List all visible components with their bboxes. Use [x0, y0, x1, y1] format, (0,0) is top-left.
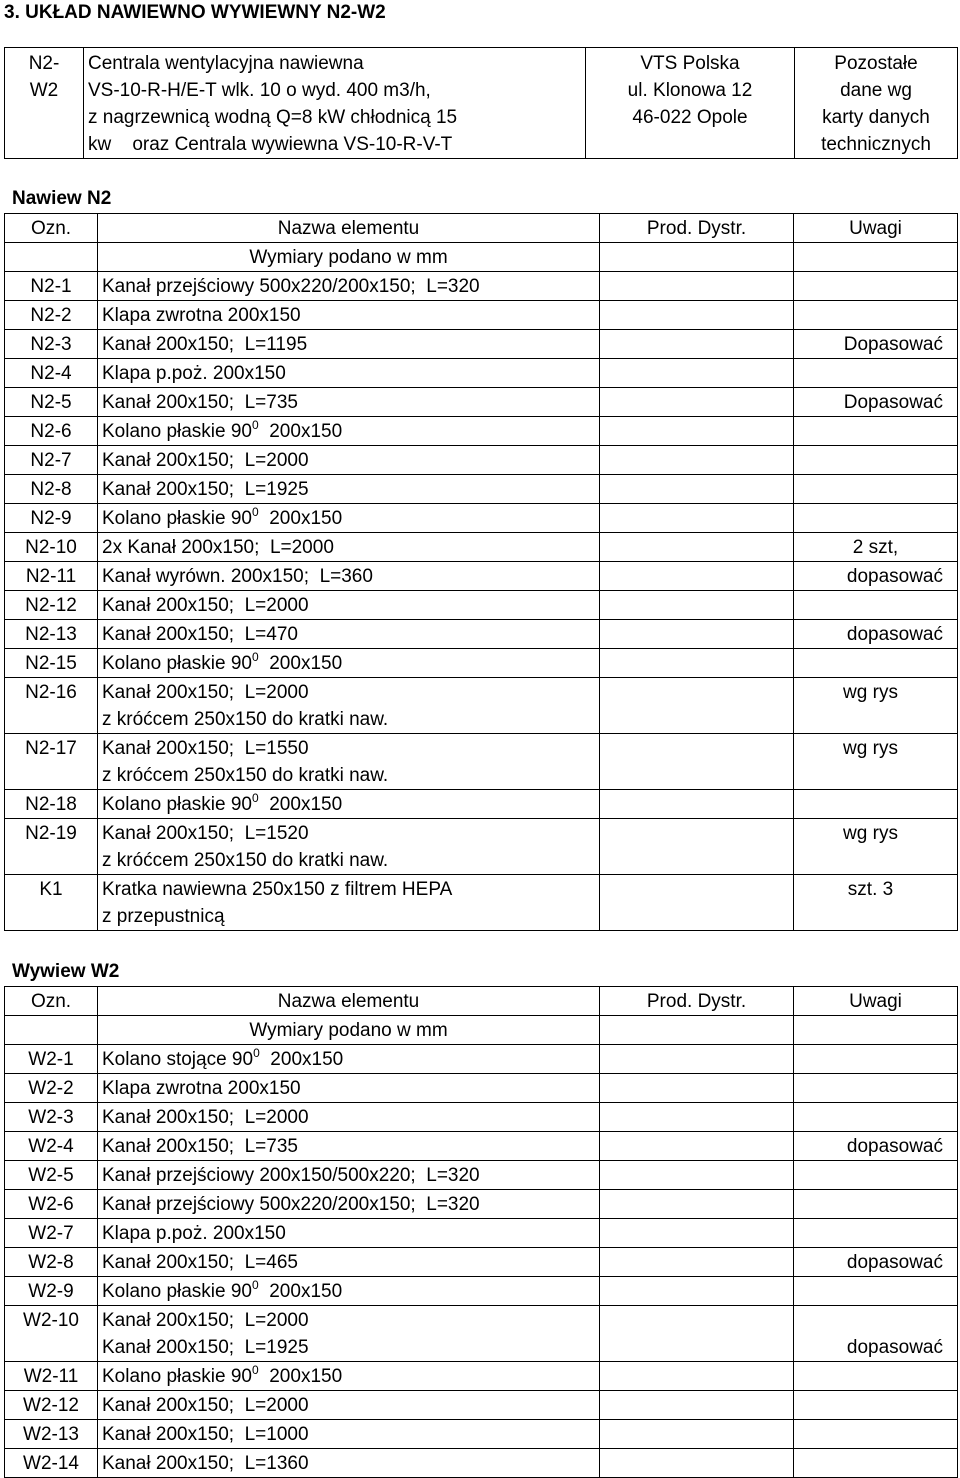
item-code: N2-3 [5, 330, 98, 359]
description-line: z nagrzewnicą wodną Q=8 kW chłodnicą 15 [88, 107, 458, 128]
table-row [5, 359, 958, 388]
item-prod [600, 504, 794, 533]
degree-superscript: 0 [252, 650, 259, 664]
item-prod [600, 1219, 794, 1248]
table-row [5, 272, 958, 301]
table-row [5, 533, 958, 562]
central-unit-code [5, 48, 84, 159]
item-prod [600, 1161, 794, 1190]
item-name: Kanał 200x150; L=1360 [102, 1453, 309, 1474]
item-name-line: z króćcem 250x150 do kratki naw. [102, 765, 389, 786]
item-name: Kolano płaskie 90 [102, 794, 252, 815]
table-row [5, 417, 958, 446]
nawiew-heading: Nawiew N2 [12, 188, 112, 209]
item-name: Kanał 200x150; L=735 [102, 1136, 298, 1157]
item-note [794, 1449, 958, 1478]
item-name: Kolano płaskie 90 [102, 421, 252, 442]
item-note: szt. 3 [794, 875, 958, 931]
item-name: Kolano płaskie 90 [102, 508, 252, 529]
item-name-cell [98, 591, 600, 620]
item-code: N2-9 [5, 504, 98, 533]
item-name-suffix: 200x150 [258, 1366, 343, 1387]
item-prod [600, 330, 794, 359]
item-note [794, 272, 958, 301]
empty-cell [794, 1016, 958, 1045]
empty-cell [794, 243, 958, 272]
degree-superscript: 0 [252, 505, 259, 519]
item-name-cell [98, 1420, 600, 1449]
col-prod-header: Prod. Dystr. [600, 987, 794, 1016]
dims-note: Wymiary podano w mm [98, 1016, 600, 1045]
item-note: wg rys [794, 678, 958, 734]
item-note [794, 301, 958, 330]
item-name-suffix: 200x150 [258, 1281, 343, 1302]
col-prod-header: Prod. Dystr. [600, 214, 794, 243]
item-code: W2-12 [5, 1391, 98, 1420]
supplier-line: 46-022 Opole [632, 107, 748, 128]
item-name-line: Kratka nawiewna 250x150 z filtrem HEPA [102, 879, 453, 900]
item-name-cell [98, 533, 600, 562]
item-name-cell [98, 359, 600, 388]
item-name-cell [98, 330, 600, 359]
central-unit-code-line: W2 [29, 80, 59, 101]
item-code: N2-18 [5, 790, 98, 819]
item-name: Kanał 200x150; L=2000 [102, 1107, 309, 1128]
item-prod [600, 1074, 794, 1103]
table-row [5, 1219, 958, 1248]
table-row [5, 620, 958, 649]
table-row [5, 504, 958, 533]
item-name-cell [98, 620, 600, 649]
item-note: dopasować [794, 562, 958, 591]
table-row [5, 388, 958, 417]
item-prod [600, 1277, 794, 1306]
item-name-cell [98, 1248, 600, 1277]
item-note [794, 1190, 958, 1219]
item-name: Kolano stojące 90 [102, 1049, 254, 1070]
item-note [794, 649, 958, 678]
item-name-suffix: 200x150 [258, 794, 343, 815]
notes-line: karty danych [822, 107, 930, 128]
item-name-cell [98, 1132, 600, 1161]
item-code: N2-15 [5, 649, 98, 678]
item-code: N2-13 [5, 620, 98, 649]
table-row [5, 790, 958, 819]
col-code-header: Ozn. [5, 987, 98, 1016]
item-name-line: Kanał 200x150; L=2000 [102, 1310, 309, 1331]
empty-cell [600, 243, 794, 272]
item-prod [600, 734, 794, 790]
col-name-header: Nazwa elementu [98, 987, 600, 1016]
item-prod [600, 475, 794, 504]
item-prod [600, 1132, 794, 1161]
item-name-cell [98, 1045, 600, 1074]
central-unit-notes [795, 48, 958, 159]
item-prod [600, 1362, 794, 1391]
item-name-cell [98, 504, 600, 533]
item-code: W2-2 [5, 1074, 98, 1103]
item-name-cell [98, 1391, 600, 1420]
item-note [794, 790, 958, 819]
wywiew-heading: Wywiew W2 [12, 961, 120, 982]
item-note: wg rys [794, 734, 958, 790]
col-notes-header: Uwagi [794, 214, 958, 243]
item-name: Kanał 200x150; L=2000 [102, 1395, 309, 1416]
table-row [5, 1391, 958, 1420]
col-code-header: Ozn. [5, 214, 98, 243]
item-note [794, 475, 958, 504]
table-row [5, 678, 958, 734]
item-name: Kanał 200x150; L=470 [102, 624, 298, 645]
wywiew-table [4, 986, 958, 1478]
item-name-cell [98, 1161, 600, 1190]
item-prod [600, 417, 794, 446]
table-row [5, 1161, 958, 1190]
central-unit-code-line: N2- [28, 53, 60, 74]
item-prod [600, 1306, 794, 1362]
item-name-suffix: 200x150 [258, 508, 343, 529]
item-prod [600, 620, 794, 649]
item-code: W2-14 [5, 1449, 98, 1478]
item-note [794, 1362, 958, 1391]
table-row [5, 1074, 958, 1103]
degree-superscript: 0 [252, 1278, 259, 1292]
item-name-cell [98, 1074, 600, 1103]
degree-superscript: 0 [252, 1363, 259, 1377]
item-note [794, 1219, 958, 1248]
item-prod [600, 790, 794, 819]
supplier-line: VTS Polska [640, 53, 740, 74]
item-name: Klapa p.poż. 200x150 [102, 363, 286, 384]
item-code: W2-6 [5, 1190, 98, 1219]
item-name-line: Kanał 200x150; L=1925 [102, 1337, 309, 1358]
item-prod [600, 359, 794, 388]
item-name: Kolano płaskie 90 [102, 653, 252, 674]
table-row [5, 1449, 958, 1478]
item-name: 2x Kanał 200x150; L=2000 [102, 537, 334, 558]
item-name: Kanał 200x150; L=1925 [102, 479, 309, 500]
item-prod [600, 1248, 794, 1277]
empty-cell [600, 1016, 794, 1045]
table-row [5, 734, 958, 790]
table-row [5, 1045, 958, 1074]
item-name: Kanał przejściowy 500x220/200x150; L=320 [102, 276, 480, 297]
item-code: W2-4 [5, 1132, 98, 1161]
empty-cell [5, 1016, 98, 1045]
item-name-suffix: 200x150 [258, 653, 343, 674]
item-code: W2-7 [5, 1219, 98, 1248]
central-unit-table [4, 47, 958, 159]
item-prod [600, 591, 794, 620]
item-code: N2-17 [5, 734, 98, 790]
item-code: N2-7 [5, 446, 98, 475]
item-name: Kolano płaskie 90 [102, 1281, 252, 1302]
item-code: W2-8 [5, 1248, 98, 1277]
item-name: Kanał przejściowy 500x220/200x150; L=320 [102, 1194, 480, 1215]
item-name-cell [98, 734, 600, 790]
item-code: N2-1 [5, 272, 98, 301]
table-row [5, 1420, 958, 1449]
item-note [794, 504, 958, 533]
item-note: dopasować [794, 1132, 958, 1161]
description-line: Centrala wentylacyjna nawiewna [88, 53, 364, 74]
item-prod [600, 1449, 794, 1478]
item-name: Kanał 200x150; L=735 [102, 392, 298, 413]
item-code: W2-11 [5, 1362, 98, 1391]
item-code: N2-5 [5, 388, 98, 417]
degree-superscript: 0 [252, 418, 259, 432]
item-name-cell [98, 790, 600, 819]
item-name: Kanał 200x150; L=2000 [102, 595, 309, 616]
item-note [794, 1045, 958, 1074]
item-name-cell [98, 475, 600, 504]
table-header-row [5, 214, 958, 243]
item-name-cell [98, 301, 600, 330]
item-name: Kanał 200x150; L=2000 [102, 450, 309, 471]
item-name-cell [98, 388, 600, 417]
item-prod [600, 1190, 794, 1219]
item-code: W2-1 [5, 1045, 98, 1074]
item-code: K1 [5, 875, 98, 931]
table-row [5, 1362, 958, 1391]
item-prod [600, 1045, 794, 1074]
notes-line: Pozostałe [834, 53, 918, 74]
item-code: W2-10 [5, 1306, 98, 1362]
item-note [794, 417, 958, 446]
item-prod [600, 533, 794, 562]
table-row [5, 1277, 958, 1306]
item-code: N2-11 [5, 562, 98, 591]
col-name-header: Nazwa elementu [98, 214, 600, 243]
item-name: Kolano płaskie 90 [102, 1366, 252, 1387]
item-code: N2-16 [5, 678, 98, 734]
item-name-line: z króćcem 250x150 do kratki naw. [102, 709, 389, 730]
item-name-cell [98, 446, 600, 475]
item-name-line: z króćcem 250x150 do kratki naw. [102, 850, 389, 871]
degree-superscript: 0 [252, 791, 259, 805]
description-line: kw oraz Centrala wywiewna VS-10-R-V-T [88, 134, 453, 155]
item-name: Klapa zwrotna 200x150 [102, 305, 301, 326]
item-code: N2-8 [5, 475, 98, 504]
item-note: 2 szt, [794, 533, 958, 562]
page-title: 3. UKŁAD NAWIEWNO WYWIEWNY N2-W2 [4, 2, 386, 23]
item-code: W2-9 [5, 1277, 98, 1306]
dims-note: Wymiary podano w mm [98, 243, 600, 272]
item-name: Kanał wyrówn. 200x150; L=360 [102, 566, 373, 587]
item-name: Klapa p.poż. 200x150 [102, 1223, 286, 1244]
item-name: Kanał przejściowy 200x150/500x220; L=320 [102, 1165, 480, 1186]
item-prod [600, 388, 794, 417]
central-unit-description [84, 48, 586, 159]
item-prod [600, 1420, 794, 1449]
item-note [794, 359, 958, 388]
central-unit-supplier [586, 48, 795, 159]
item-prod [600, 301, 794, 330]
item-note: dopasować [794, 620, 958, 649]
description-line: VS-10-R-H/E-T wlk. 10 o wyd. 400 m3/h, [88, 80, 431, 101]
item-code: N2-10 [5, 533, 98, 562]
item-code: N2-2 [5, 301, 98, 330]
table-row [5, 1306, 958, 1362]
item-name-line: z przepustnicą [102, 906, 225, 927]
item-name-cell [98, 1306, 600, 1362]
table-row [5, 446, 958, 475]
item-name: Kanał 200x150; L=1195 [102, 334, 308, 355]
item-prod [600, 272, 794, 301]
table-row [5, 1248, 958, 1277]
table-row [5, 1103, 958, 1132]
notes-line: technicznych [821, 134, 931, 155]
table-row [5, 1132, 958, 1161]
table-row [5, 330, 958, 359]
table-row [5, 301, 958, 330]
item-name-line: Kanał 200x150; L=1520 [102, 823, 309, 844]
item-note [794, 1103, 958, 1132]
central-unit-row [5, 48, 958, 159]
item-code: N2-12 [5, 591, 98, 620]
item-name-cell [98, 272, 600, 301]
item-prod [600, 678, 794, 734]
table-row [5, 562, 958, 591]
dims-row [5, 1016, 958, 1045]
item-prod [600, 446, 794, 475]
item-note [794, 1420, 958, 1449]
item-note: dopasować [794, 1306, 958, 1362]
item-prod [600, 562, 794, 591]
dims-row [5, 243, 958, 272]
item-prod [600, 1391, 794, 1420]
item-name-cell [98, 678, 600, 734]
item-code: W2-5 [5, 1161, 98, 1190]
item-prod [600, 875, 794, 931]
item-name-cell [98, 417, 600, 446]
item-name: Kanał 200x150; L=465 [102, 1252, 298, 1273]
item-prod [600, 819, 794, 875]
table-row [5, 475, 958, 504]
notes-line: dane wg [840, 80, 912, 101]
item-name-cell [98, 1190, 600, 1219]
item-note: dopasować [794, 1248, 958, 1277]
item-name: Kanał 200x150; L=1000 [102, 1424, 309, 1445]
item-code: W2-3 [5, 1103, 98, 1132]
item-code: N2-6 [5, 417, 98, 446]
item-note [794, 1391, 958, 1420]
item-name-cell [98, 649, 600, 678]
item-note [794, 1074, 958, 1103]
degree-superscript: 0 [253, 1046, 260, 1060]
item-note [794, 591, 958, 620]
table-row [5, 875, 958, 931]
item-note: wg rys [794, 819, 958, 875]
item-note: Dopasować [794, 388, 958, 417]
item-name-cell [98, 1103, 600, 1132]
table-row [5, 649, 958, 678]
item-name-cell [98, 875, 600, 931]
supplier-line: ul. Klonowa 12 [627, 80, 753, 101]
table-row [5, 591, 958, 620]
item-prod [600, 649, 794, 678]
item-note [794, 446, 958, 475]
item-name-cell [98, 1449, 600, 1478]
item-code: W2-13 [5, 1420, 98, 1449]
table-header-row [5, 987, 958, 1016]
item-note [794, 1277, 958, 1306]
item-code: N2-19 [5, 819, 98, 875]
item-name-line: Kanał 200x150; L=1550 [102, 738, 309, 759]
item-code: N2-4 [5, 359, 98, 388]
item-name-cell [98, 1362, 600, 1391]
item-name-cell [98, 1219, 600, 1248]
item-name-cell [98, 562, 600, 591]
col-notes-header: Uwagi [794, 987, 958, 1016]
item-name-cell [98, 819, 600, 875]
item-note [794, 1161, 958, 1190]
item-name-line: Kanał 200x150; L=2000 [102, 682, 309, 703]
item-name-suffix: 200x150 [259, 1049, 344, 1070]
item-name-suffix: 200x150 [258, 421, 343, 442]
item-name-cell [98, 1277, 600, 1306]
table-row [5, 819, 958, 875]
item-note: Dopasować [794, 330, 958, 359]
table-row [5, 1190, 958, 1219]
empty-cell [5, 243, 98, 272]
item-prod [600, 1103, 794, 1132]
nawiew-table [4, 213, 958, 931]
item-name: Klapa zwrotna 200x150 [102, 1078, 301, 1099]
